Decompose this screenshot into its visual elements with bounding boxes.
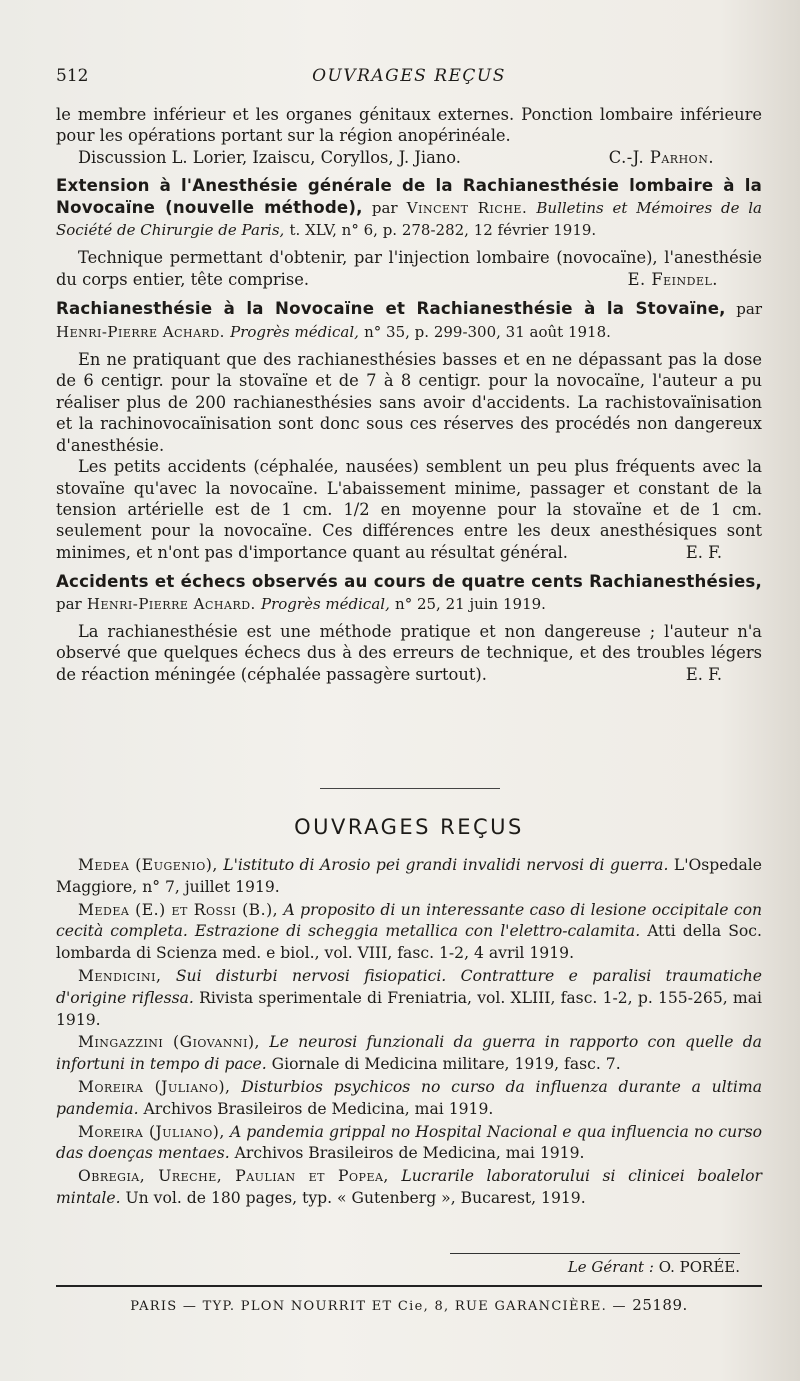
section-divider: [320, 788, 500, 789]
book-authors: Mingazzini (Giovanni),: [78, 1033, 261, 1052]
abstract-source: Progrès médical,: [261, 594, 390, 613]
book-entry: [56, 1077, 762, 1121]
abstract-title: Accidents et échecs observés au cours de quatre cents Rachianesthésies,: [56, 572, 762, 592]
book-authors: Obregia, Ureche, Paulian et Popea,: [78, 1167, 389, 1186]
running-title: OUVRAGES REÇUS: [312, 66, 506, 86]
book-title: A pandemia grippal no Hospital Nacional e qua influencia no curso das doenças mentaes.: [56, 1122, 762, 1163]
abstract-author: Vincent Riche.: [406, 198, 528, 217]
printer-imprint: [56, 1296, 762, 1314]
abstract-by: par: [736, 300, 762, 319]
book-authors: Moreira (Juliano),: [78, 1122, 225, 1141]
page-number: 512: [56, 66, 89, 86]
books-list: [56, 854, 762, 1210]
book-source: Archivos Brasileiros de Medicina, mai 1919.: [234, 1144, 585, 1163]
abstract-entry: [56, 298, 762, 563]
book-title: Disturbios psychicos no curso da influenza durante a ultima pandemia.: [56, 1077, 762, 1118]
abstract-entry: [56, 175, 762, 290]
signature: E. Feindel.: [627, 269, 718, 289]
abstract-title: Rachianesthésie à la Novocaïne et Rachianesthésie à la Stovaïne,: [56, 299, 726, 319]
abstract-entry: [56, 571, 762, 685]
book-entry: [56, 1166, 762, 1210]
book-entry: [56, 966, 762, 1031]
abstract-author: Henri-Pierre Achard.: [86, 594, 256, 613]
abstract-by: par: [371, 198, 398, 217]
abstracts-column: [56, 104, 762, 685]
book-entry: [56, 855, 762, 899]
abstract-title: Extension à l'Anesthésie générale de la Rachianesthésie lombaire à la Novocaïne (nouvelle méthode),: [56, 176, 762, 217]
discussion-text: Discussion L. Lorier, Izaiscu, Coryllos, J. Jiano.: [78, 147, 461, 167]
continuation-paragraph: le membre inférieur et les organes génitaux externes. Ponction lombaire inférieure pour les opérations portant sur la région anopérinéale.: [56, 105, 762, 146]
book-authors: Moreira (Juliano),: [78, 1077, 231, 1096]
book-title: A proposito di un interessante caso di lesione occipitale con cecità completa. Estrazione di scheggia metallica con l'elettro-calamita.: [56, 900, 762, 941]
book-title: L'istituto di Arosio pei grandi invalidi nervosi di guerra.: [223, 856, 669, 874]
signature: E. F.: [685, 664, 722, 684]
abstract-paragraph: En ne pratiquant que des rachianesthésies basses et en ne dépassant pas la dose de 6 centigr. pour la stovaïne et de 7 à 8 centigr. pour la novocaïne, l'auteur a pu réaliser plus de 200 rachianesthésies sans avoir d'accidents. La rachistovaïnisation et la rachinovocaïnisation sont donc sous ces réserves des procédés non dangereux d'anesthésie.: [56, 350, 762, 455]
abstract-details: n° 35, p. 299-300, 31 août 1918.: [364, 322, 611, 341]
book-source: Giornale di Medicina militare, 1919, fasc. 7.: [271, 1055, 621, 1074]
running-header: [56, 66, 762, 90]
book-title: Sui disturbi nervosi fisiopatici. Contratture e paralisi traumatiche d'origine riflessa.: [56, 966, 762, 1007]
book-entry: [56, 1122, 762, 1166]
book-authors: Medea (Eugenio),: [78, 856, 218, 874]
abstract-author: Henri-Pierre Achard.: [56, 322, 225, 341]
signature: C.-J. Parhon.: [608, 147, 714, 167]
abstract-paragraph: Technique permettant d'obtenir, par l'injection lombaire (novocaïne), l'anesthésie du corps entier, tête comprise.: [56, 248, 762, 289]
gerant-name: O. PORÉE.: [658, 1258, 740, 1276]
book-source: Un vol. de 180 pages, typ. « Gutenberg », Bucarest, 1919.: [125, 1188, 586, 1207]
abstract-details: n° 25, 21 juin 1919.: [395, 594, 546, 613]
book-source: Atti della Soc. lombarda di Scienza med. e biol., vol. VIII, fasc. 1-2, 4 avril 1919.: [56, 922, 762, 963]
gerant-label: Le Gérant :: [567, 1258, 654, 1276]
signature: E. F.: [685, 542, 722, 562]
book-source: L'Ospedale Maggiore, n° 7, juillet 1919.: [56, 856, 762, 896]
abstract-paragraph: La rachianesthésie est une méthode pratique et non dangereuse ; l'auteur n'a observé que quelques échecs dus à des erreurs de technique, et des troubles légers de réaction méningée (céphalée passagère surtout).: [56, 621, 762, 684]
book-source: Archivos Brasileiros de Medicina, mai 1919.: [143, 1099, 494, 1118]
footer-rule: [56, 1285, 762, 1287]
book-entry: [56, 1032, 762, 1076]
discussion-line: [56, 147, 762, 168]
abstract-by: par: [56, 594, 82, 613]
abstract-paragraph: Les petits accidents (céphalée, nausées) semblent un peu plus fréquents avec la stovaïne qu'avec la novocaïne. L'abaissement minime, passager et constant de la tension artérielle est de 1 cm. 1/2 en moyenne pour la stovaïne et de 1 cm. seulement pour la novocaïne. Ces différences entre les deux anesthésiques sont minimes, et n'ont pas d'importance quant au résultat général.: [56, 457, 762, 562]
book-title: Le neurosi funzionali da guerra in rapporto con quelle da infortuni in tempo di pace.: [56, 1033, 762, 1074]
book-authors: Mendicini,: [78, 966, 162, 985]
imprint-text: PARIS — TYP. PLON NOURRIT ET Cie, 8, RUE GARANCIÈRE. —: [130, 1299, 627, 1314]
abstract-source: Progrès médical,: [230, 322, 359, 341]
section-title: OUVRAGES REÇUS: [294, 815, 524, 839]
gerant-line: [450, 1253, 740, 1276]
abstract-source: Bulletins et Mémoires de la Société de Chirurgie de Paris,: [56, 198, 762, 240]
imprint-number: 25189.: [632, 1296, 688, 1314]
book-source: Rivista sperimentale di Freniatria, vol. XLIII, fasc. 1-2, p. 155-265, mai 1919.: [56, 988, 762, 1029]
abstract-details: t. XLV, n° 6, p. 278-282, 12 février 1919.: [289, 221, 597, 240]
book-authors: Medea (E.) et Rossi (B.),: [78, 900, 279, 919]
book-entry: [56, 900, 762, 965]
book-title: Lucrarile laboratorului si clinicei boalelor mintale.: [56, 1167, 762, 1207]
